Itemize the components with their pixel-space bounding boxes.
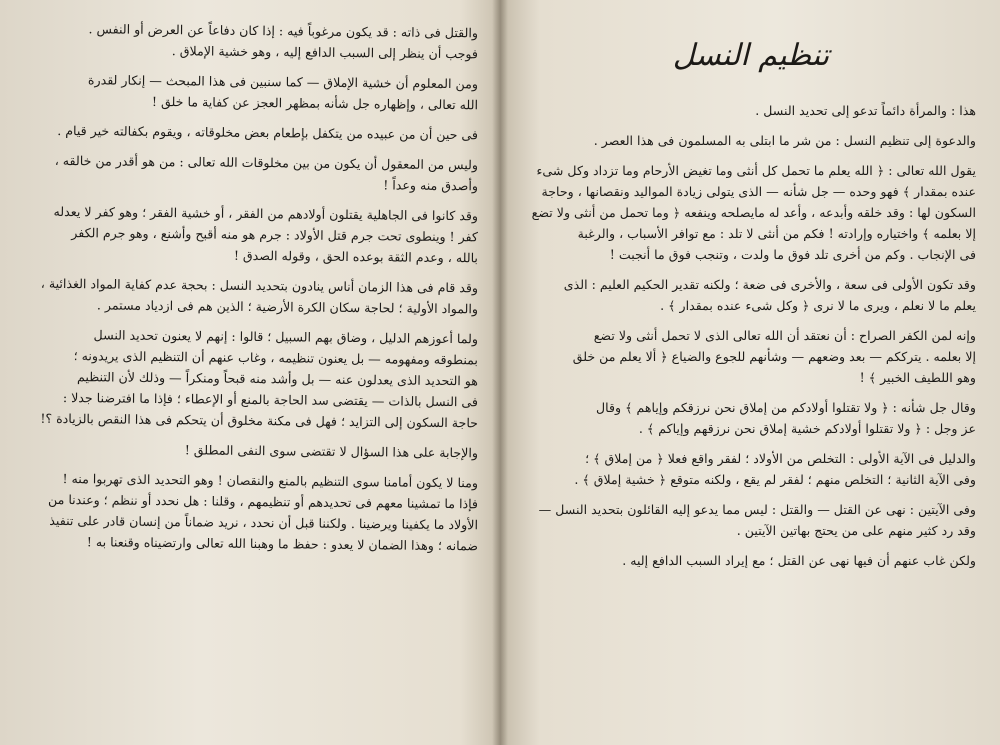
text-line: وقد تكون الأولى فى سعة ، والأخرى فى ضعة ؛ ولكنه تقدير الحكيم العليم : الذى [563, 277, 976, 292]
text-line: إلا بعلمه . يترككم — بعد وضعهم — وشأنهم للجوع والضياع ﴿ ألا يعلم من خلق [572, 349, 976, 364]
book-gutter [492, 0, 508, 745]
text-line: الأولاد ما يكفينا ويرضينا . ولكننا قبل أن نحدد ، نريد ضماناً من إنسان قادر على تنفيذ [49, 512, 479, 533]
text-line: هذا : والمرأة دائماً تدعو إلى تحديد النسل . [755, 103, 976, 118]
text-line: السكون لها : وقد خلقه وأبدعه ، وأعد له مايصلحه وينفعه ﴿ وما تحمل من أنثى ولا تضع [531, 205, 976, 220]
text-line: بالله ، وعدم الثقة بوعده الحق ، وقوله الصدق ! [233, 247, 479, 266]
text-line: والدليل فى الآية الأولى : التخلص من الأولاد ؛ لفقر واقع فعلا ﴿ من إملاق ﴾ ؛ [585, 451, 976, 466]
text-line: بمنطوقه ومفهومه — بل يعنون تنظيمه ، وغاب عنهم أن التنظيم الذى يريدونه ؛ [73, 348, 479, 368]
text-line: عز وجل : ﴿ ولا تقتلوا أولادكم خشية إملاق نحن نرزقهم وإياكم ﴾ . [638, 421, 976, 436]
text-line: وليس من المعقول أن يكون من بين مخلوقات الله تعالى : من هو أقدر من خالقه ، [54, 152, 479, 173]
text-line: ومن المعلوم أن خشية الإملاق — كما سنبين فى هذا المبحث — إنكار لقدرة [87, 72, 479, 92]
text-line: والمواد الأولية ؛ لحاجة سكان الكرة الأرضية ؛ الذين هم فى ازدياد مستمر . [96, 297, 479, 317]
text-line: وأصدق منه وعداً ! [383, 177, 479, 194]
text-line: فى حين أن من عبيده من يتكفل بإطعام بعض مخلوقاته ، ويقوم بكفالته خير قيام . [57, 122, 479, 143]
text-line: وقد رد كثير منهم على من يحتج بهاتين الآيتين . [736, 523, 976, 538]
text-line: يعلم ما لا نعلم ، ويرى ما لا نرى ﴿ وكل شىء عنده بمقدار ﴾ . [660, 298, 976, 313]
text-line: وقال جل شأنه : ﴿ ولا تقتلوا أولادكم من إملاق نحن نرزقكم وإياهم ﴾ وقال [596, 400, 976, 415]
text-line: فى الإنجاب . وكم من أخرى تلد فوق ما ولدت ، وتنجب فوق ما أنجبت ! [609, 247, 976, 262]
text-line: وفى الآية الثانية ؛ التخلص منهم ؛ لفقر لم يقع ، ولكنه متوقع ﴿ خشية إملاق ﴾ . [574, 472, 976, 487]
text-line: فوجب أن ينظر إلى السبب الدافع إليه ، وهو خشية الإملاق . [171, 43, 479, 62]
text-line: وفى الآيتين : نهى عن القتل — والقتل : ليس مما يدعو إليه القائلون بتحديد النسل — [538, 502, 976, 517]
text-line: ومنا لا يكون أمامنا سوى التنظيم بالمنع والنقصان ! وهو التحديد الذى تهربوا منه ! [62, 470, 479, 491]
text-line: وهو اللطيف الخبير ﴾ ! [859, 370, 976, 385]
text-line: هو التحديد الذى يعدلون عنه — بل وأشد منه قبحاً ومنكراً — وذلك لأن التنظيم [76, 369, 479, 389]
text-line: وإنه لمن الكفر الصراح : أن نعتقد أن الله تعالى الذى لا تحمل أنثى ولا تضع [593, 328, 976, 343]
text-line: والدعوة إلى تنظيم النسل : من شر ما ابتلى به المسلمون فى هذا العصر . [593, 133, 976, 148]
text-line: الله تعالى ، وإظهاره جل شأنه بمظهر العجز عن كفاية ما خلق ! [151, 93, 479, 113]
text-line: والقتل فى ذاته : قد يكون مرغوباً فيه : إذا كان دفاعاً عن العرض أو النفس . [88, 21, 479, 41]
text-line: وقد قام فى هذا الزمان أناس ينادون بتحديد النسل : بحجة عدم كفاية المواد الغذائية ، [40, 275, 479, 296]
text-line: فى النسل بالذات — يقتضى سد الحاجة بالمنع أو الإعطاء ؛ فإذا ما افترضنا جدلا : [62, 389, 479, 410]
text-line: ضمانه ؛ وهذا الضمان لا يعدو : حفظ ما وهبنا الله تعالى وارتضيناه وقنعنا به ! [86, 534, 479, 554]
text-line: والإجابة على هذا السؤال لا تقتضى سوى النفى المطلق ! [184, 442, 479, 461]
text-line: ولكن غاب عنهم أن فيها نهى عن القتل ؛ مع إيراد السبب الدافع إليه . [622, 553, 976, 568]
text-line: يقول الله تعالى : ﴿ الله يعلم ما تحمل كل أنثى وما تغيض الأرحام وما تزداد وكل شىء [536, 163, 976, 178]
text-line: وقد كانوا فى الجاهلية يقتلون أولادهم من الفقر ، أو خشية الفقر ؛ وهو كفر لا يعدله [53, 203, 479, 224]
text-line: فإذا ما تمشينا معهم فى تحديدهم أو تنظيمهم ، وقلنا : هل نحدد أو ننظم ؛ وعندنا من [47, 491, 479, 512]
chapter-title: تنظيم النسل [672, 38, 830, 73]
text-line: ولما أعوزهم الدليل ، وضاق بهم السبيل ؛ قالوا : إنهم لا يعنون تحديد النسل [93, 327, 479, 347]
right-page [500, 0, 1000, 745]
text-line: إلا بعلمه ﴾ واختياره وإرادته ! فكم من أنثى لا تلد : مع توافر الأسباب ، والرغبة [577, 226, 976, 241]
text-line: عنده بمقدار ﴾ فهو وحده — جل شأنه — الذى يتولى زيادة المواليد ونقصانها ، وحاجة [541, 184, 976, 199]
text-line: كفر ! وينطوى تحت جرم قتل الأولاد : جرم هو منه أقبح وأشنع ، وهو جرم الكفر [71, 225, 479, 245]
text-line: حاجة السكون إلى التزايد ؛ فهل فى مكنة مخلوق أن يتحكم فى هذا النقص بالزيادة ؟! [40, 410, 479, 431]
